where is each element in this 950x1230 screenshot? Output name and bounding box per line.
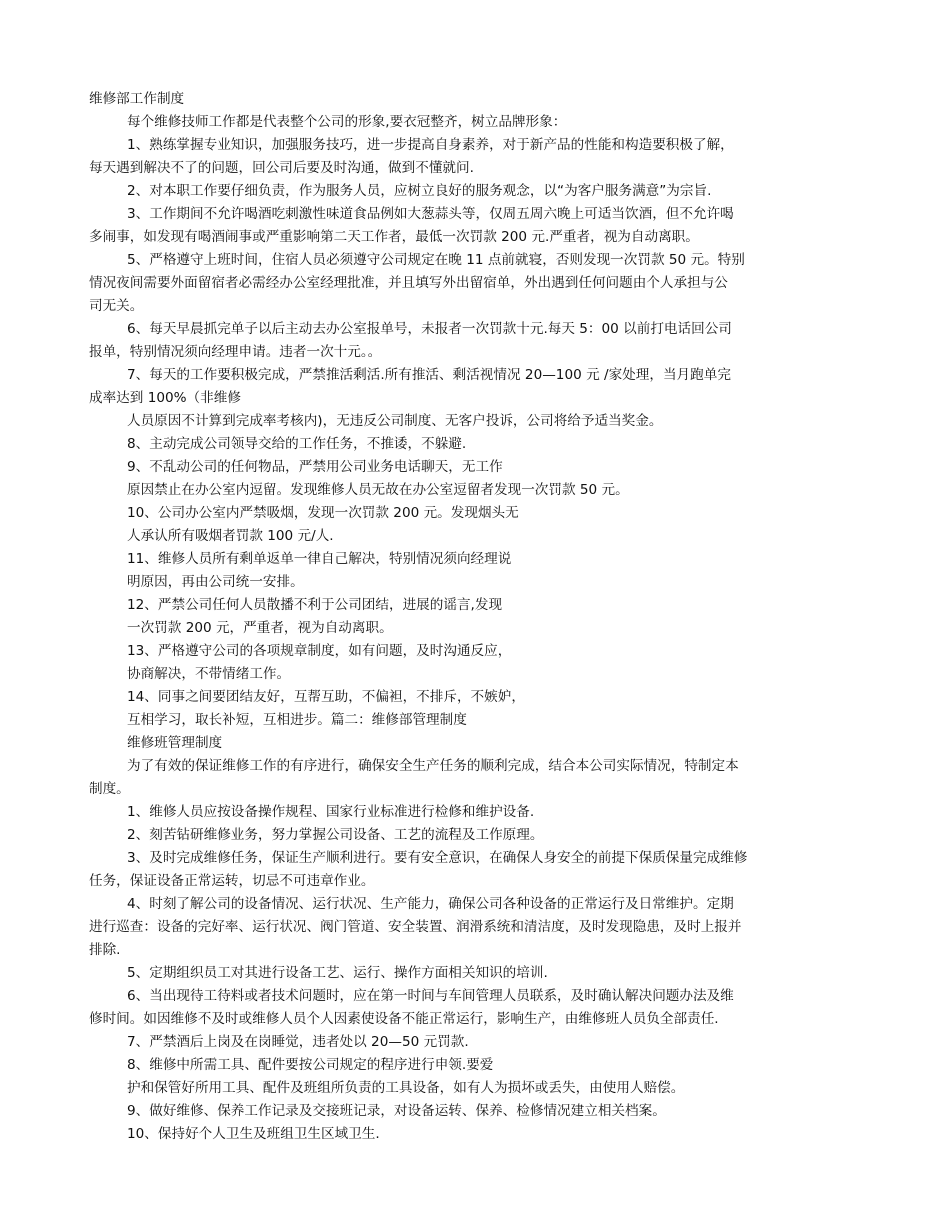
text-line: 9、做好维修、保养工作记录及交接班记录，对设备运转、保养、检修情况建立相关档案。 [127, 1103, 666, 1119]
text-line: 1、维修人员应按设备操作规程、国家行业标准进行检修和维护设备. [127, 804, 535, 820]
text-line: 10、公司办公室内严禁吸烟，发现一次罚款 200 元。发现烟头无 [127, 505, 519, 521]
text-line: 9、不乱动公司的任何物品，严禁用公司业务电话聊天，无工作 [127, 459, 503, 475]
text-line: 7、严禁酒后上岗及在岗睡觉，违者处以 20—50 元罚款. [127, 1034, 469, 1050]
text-line: 5、严格遵守上班时间，住宿人员必须遵守公司规定在晚 11 点前就寝，否则发现一次罚款 50 元。特别 [127, 252, 745, 268]
text-line: 为了有效的保证维修工作的有序进行，确保安全生产任务的顺利完成，结合本公司实际情况，特制定本 [127, 758, 739, 774]
text-line: 互相学习，取长补短，互相进步。篇二：维修部管理制度 [127, 712, 467, 728]
text-line: 司无关。 [89, 298, 144, 314]
text-line: 每天遇到解决不了的问题，回公司后要及时沟通，做到不懂就问. [89, 160, 474, 176]
text-line: 2、刻苦钻研维修业务，努力掌握公司设备、工艺的流程及工作原理。 [127, 827, 544, 843]
text-line: 13、严格遵守公司的各项规章制度，如有问题，及时沟通反应， [127, 643, 512, 659]
text-line: 情况夜间需要外面留宿者必需经办公室经理批准，并且填写外出留宿单，外出遇到任何问题由个人承担与公 [89, 275, 728, 291]
text-line: 任务，保证设备正常运转，切忌不可违章作业。 [89, 873, 375, 889]
text-line: 11、维修人员所有剩单返单一律自己解决，特别情况须向经理说 [127, 551, 512, 567]
text-line: 2、对本职工作要仔细负责，作为服务人员，应树立良好的服务观念，以“为客户服务满意”为宗旨. [127, 183, 712, 199]
text-line: 成率达到 100%（非维修 [89, 390, 241, 406]
text-line: 人承认所有吸烟者罚款 100 元/人. [127, 528, 334, 544]
text-line: 8、维修中所需工具、配件要按公司规定的程序进行申领.要爱 [127, 1057, 494, 1073]
text-line: 原因禁止在办公室内逗留。发现维修人员无故在办公室逗留者发现一次罚款 50 元。 [127, 482, 629, 498]
text-line: 明原因，再由公司统一安排。 [127, 574, 304, 590]
text-line: 10、保持好个人卫生及班组卫生区域卫生. [127, 1126, 380, 1142]
text-line: 修时间。如因维修不及时或维修人员个人因素使设备不能正常运行，影响生产，由维修班人员负全部责任. [89, 1011, 719, 1027]
text-line: 护和保管好所用工具、配件及班组所负责的工具设备，如有人为损坏或丢失，由使用人赔偿。 [127, 1080, 685, 1096]
text-line: 4、时刻了解公司的设备情况、运行状况、生产能力，确保公司各种设备的正常运行及日常维护。定期 [127, 896, 734, 912]
text-line: 多闹事，如发现有喝酒闹事或严重影响第二天工作者，最低一次罚款 200 元.严重者，视为自动离职。 [89, 229, 699, 245]
text-line: 进行巡查：设备的完好率、运行状况、阀门管道、安全装置、润滑系统和清洁度，及时发现隐患，及时上报并 [89, 919, 742, 935]
text-line: 6、每天早晨抓完单子以后主动去办公室报单号，未报者一次罚款十元.每天 5：00 以前打电话回公司 [127, 321, 732, 337]
text-line: 7、每天的工作要积极完成，严禁推活剩活.所有推活、剩活视情况 20—100 元 /家处理，当月跑单完 [127, 367, 731, 383]
text-line: 一次罚款 200 元，严重者，视为自动离职。 [127, 620, 393, 636]
text-line: 14、同事之间要团结友好，互帮互助，不偏袒，不排斥，不嫉妒， [127, 689, 525, 705]
text-line: 人员原因不计算到完成率考核内)，无违反公司制度、无客户投诉，公司将给予适当奖金。 [127, 413, 663, 429]
text-line: 8、主动完成公司领导交给的工作任务，不推诿，不躲避. [127, 436, 467, 452]
text-line: 5、定期组织员工对其进行设备工艺、运行、操作方面相关知识的培训. [127, 965, 548, 981]
text-line: 协商解决，不带情绪工作。 [127, 666, 291, 682]
document-title: 维修部工作制度 [89, 91, 185, 107]
text-line: 报单，特别情况须向经理申请。违者一次十元。。 [89, 344, 382, 360]
text-line: 每个维修技师工作都是代表整个公司的形象,要衣冠整齐，树立品牌形象： [127, 114, 567, 130]
document-body [89, 88, 864, 1146]
text-line: 6、当出现待工待料或者技术问题时，应在第一时间与车间管理人员联系，及时确认解决问题办法及维 [127, 988, 734, 1004]
text-line: 维修班管理制度 [127, 735, 223, 751]
text-line: 制度。 [89, 781, 130, 797]
text-line: 3、及时完成维修任务，保证生产顺利进行。要有安全意识，在确保人身安全的前提下保质保量完成维修 [127, 850, 748, 866]
text-line: 3、工作期间不允许喝酒吃刺激性味道食品例如大葱蒜头等，仅周五周六晚上可适当饮酒，但不允许喝 [127, 206, 734, 222]
text-line: 1、熟练掌握专业知识，加强服务技巧，进一步提高自身素养，对于新产品的性能和构造要积极了解， [127, 137, 734, 153]
text-line: 12、严禁公司任何人员散播不利于公司团结，进展的谣言,发现 [127, 597, 503, 613]
text-line: 排除. [89, 942, 121, 958]
